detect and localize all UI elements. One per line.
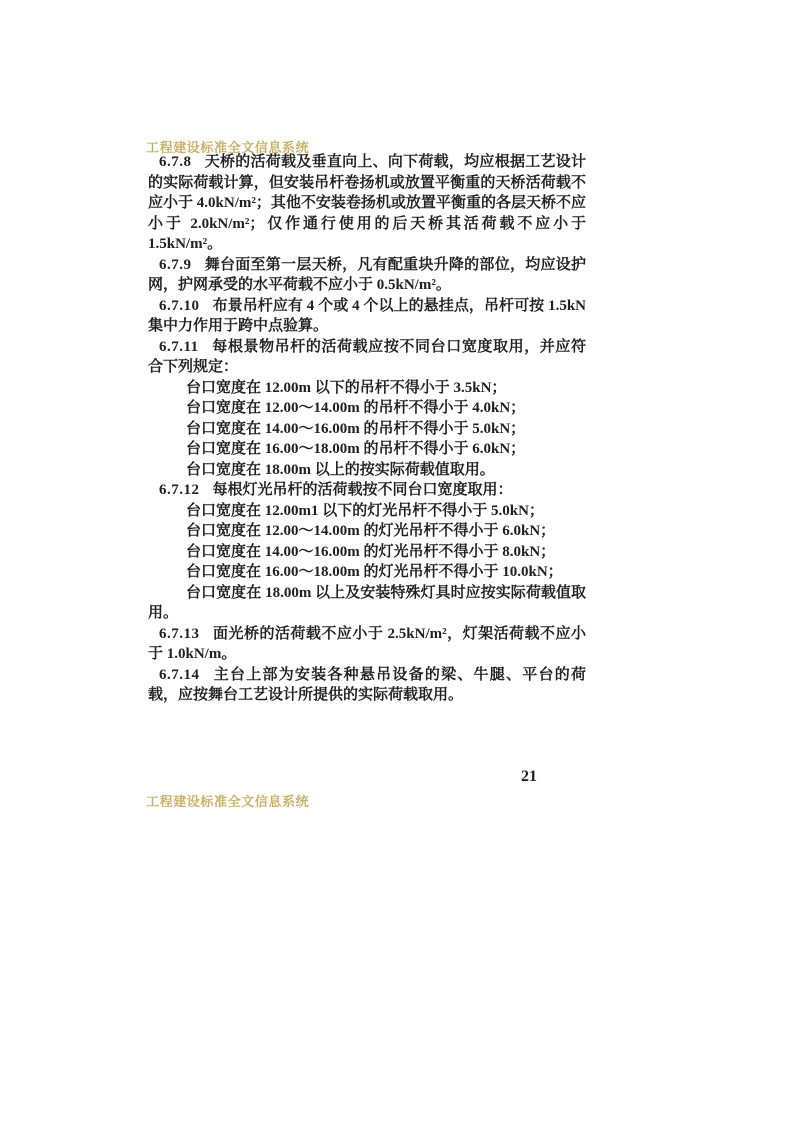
section-number: 6.7.11: [159, 338, 199, 355]
section-number: 6.7.14: [159, 666, 200, 683]
section-text: 主台上部为安装各种悬吊设备的梁、牛腿、平台的荷载，应按舞台工艺设计所提供的实际荷载取用。: [148, 666, 586, 703]
header-watermark: 工程建设标准全文信息系统: [146, 140, 310, 155]
list-item: 台口宽度在 16.00～18.00m 的灯光吊杆不得小于 10.0kN；: [186, 564, 563, 580]
list-item: 台口宽度在 16.00～18.00m 的吊杆不得小于 6.0kN；: [186, 441, 526, 457]
section-number: 6.7.13: [159, 625, 200, 642]
section-text: 每根景物吊杆的活荷载应按不同台口宽度取用，并应符合下列规定：: [148, 338, 586, 375]
section-number: 6.7.8: [159, 154, 192, 170]
section-text: 天桥的活荷载及垂直向上、向下荷载，均应根据工艺设计的实际荷载计算，但安装吊杆卷扬机或放置平衡重的天桥活荷载不应小于 4.0kN/m²；其他不安装卷扬机或放置平衡重的各层天桥不应小于 2.0kN/m²；仅作通行使用的后天桥其活荷载不应小于 1.5kN/m²。: [148, 154, 586, 252]
section-6-7-9: [148, 255, 586, 296]
section-6-7-10: [148, 296, 586, 337]
section-6-7-11: [148, 337, 586, 378]
list-item: 台口宽度在 18.00m 以上及安装特殊灯具时应按实际荷载值取用。: [148, 584, 586, 621]
section-number: 6.7.12: [159, 482, 200, 498]
list-item: 台口宽度在 14.00～16.00m 的吊杆不得小于 5.0kN；: [186, 420, 526, 437]
section-text: 布景吊杆应有 4 个或 4 个以上的悬挂点，吊杆可按 1.5kN 集中力作用于跨中点验算。: [148, 297, 586, 334]
footer-watermark: 工程建设标准全文信息系统: [146, 794, 310, 809]
section-text: 舞台面至第一层天桥，凡有配重块升降的部位，均应设护网，护网承受的水平荷载不应小于 0.5kN/m²。: [148, 256, 586, 293]
section-number: 6.7.9: [159, 256, 192, 273]
page-number: 21: [521, 768, 537, 785]
section-6-7-12: [148, 480, 586, 501]
section-6-7-8: [148, 152, 586, 255]
list-item: 台口宽度在 12.00m 以下的吊杆不得小于 3.5kN；: [186, 379, 507, 396]
section-6-7-14: [148, 665, 586, 706]
list-item: 台口宽度在 14.00～16.00m 的灯光吊杆不得小于 8.0kN；: [186, 543, 556, 560]
list-item: 台口宽度在 12.00～14.00m 的灯光吊杆不得小于 6.0kN；: [186, 523, 556, 539]
list-item: 台口宽度在 18.00m 以上的按实际荷载值取用。: [186, 461, 495, 478]
list-item: 台口宽度在 12.00m1 以下的灯光吊杆不得小于 5.0kN；: [186, 502, 544, 519]
section-text: 面光桥的活荷载不应小于 2.5kN/m²，灯架活荷载不应小于 1.0kN/m。: [148, 625, 586, 662]
document-body: [148, 152, 586, 706]
section-number: 6.7.10: [159, 297, 200, 314]
section-6-7-13: [148, 624, 586, 665]
list-item: 台口宽度在 12.00～14.00m 的吊杆不得小于 4.0kN；: [186, 400, 526, 416]
section-text: 每根灯光吊杆的活荷载按不同台口宽度取用：: [212, 482, 513, 498]
